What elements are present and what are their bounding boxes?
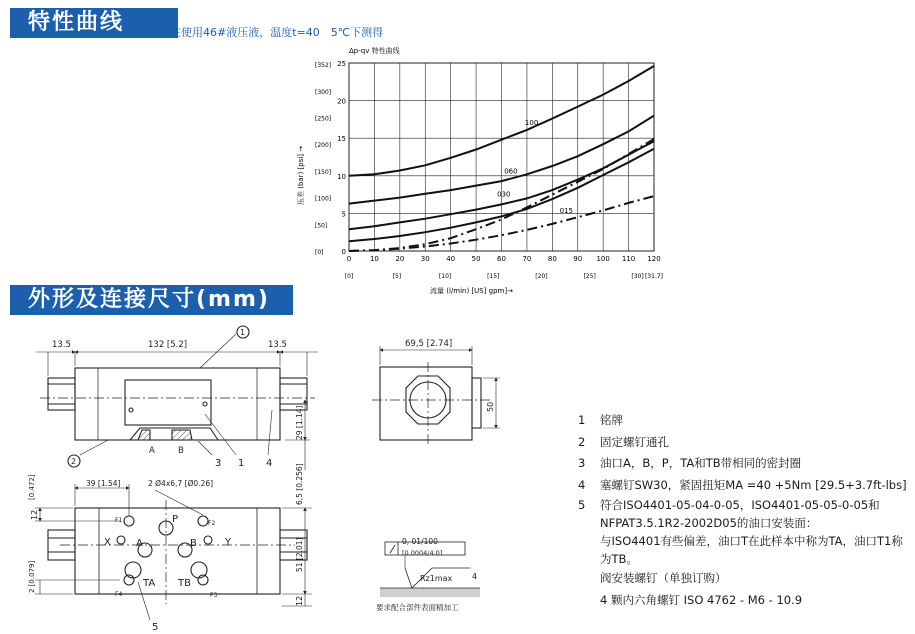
- legend-item: [578, 432, 908, 454]
- x-tick-label: 70: [522, 255, 532, 263]
- x-tick-label: 20: [395, 255, 405, 263]
- legend-number: 4: [578, 477, 586, 492]
- x-tick-label: 120: [647, 255, 661, 263]
- hole-f1: F1: [115, 517, 123, 524]
- dim-hole: 2 Ø4x6,7 [Ø0.26]: [148, 479, 214, 488]
- x-us-tick-label: [15]: [487, 273, 500, 280]
- y-psi-tick-label: [50]: [315, 222, 328, 230]
- legend-text: 油口A，B，P，TA和TB带相同的密封圈: [600, 456, 802, 470]
- callout-2: 2: [71, 457, 77, 466]
- y-tick-label: 0: [341, 248, 346, 256]
- legend-item: [578, 453, 908, 475]
- x-tick-label: 60: [497, 255, 506, 263]
- x-tick-label: 0: [346, 255, 352, 263]
- dim-69-5: 69,5 [2.74]: [405, 339, 453, 349]
- y-psi-tick-label: [100]: [315, 195, 332, 203]
- x-us-tick-label: [0]: [344, 273, 354, 280]
- section-title-curve: 特性曲线: [10, 8, 178, 38]
- x-us-tick-label: [25]: [583, 273, 596, 280]
- hole-f4: F4: [115, 591, 123, 598]
- legend-item: [578, 475, 908, 497]
- y-tick-label: 5: [341, 210, 346, 219]
- roughness-label: Rz1max: [420, 574, 453, 583]
- callout-1-top: 1: [240, 328, 246, 337]
- x-tick-label: 100: [596, 255, 610, 263]
- x-tick-label: 30: [420, 255, 430, 263]
- front-port-b: B: [178, 446, 184, 456]
- y-tick-label: 25: [337, 60, 346, 68]
- x-tick-label: 80: [547, 255, 557, 263]
- dim-39: 39 [1.54]: [86, 479, 121, 488]
- port-b: B: [190, 538, 197, 549]
- x-us-tick-label: [20]: [535, 273, 548, 280]
- y-tick-label: 20: [337, 97, 346, 106]
- legend-note-iso: 与ISO4401有些偏差，油口T在此样本中称为TA，油口T1称为TB。: [600, 534, 903, 566]
- series-label: 060: [504, 167, 518, 176]
- port-a: A: [136, 538, 143, 549]
- surface-note: 要求配合部件表面精加工: [376, 603, 459, 612]
- x-us-tick-label: [5]: [392, 273, 402, 280]
- y-psi-tick-label: [250]: [315, 115, 332, 123]
- legend-number: 1: [578, 413, 586, 427]
- y-psi-tick-label: [200]: [315, 142, 332, 150]
- port-x: X: [104, 537, 111, 548]
- legend-text: 符合ISO4401-05-04-0-05，ISO4401-05-05-0-05和NFPAT3.5.1R2-2002D05的油口安装面：: [600, 498, 880, 530]
- legend-text: 塞螺钉SW30，紧固扭矩MA =40 +5Nm [29.5+3.7ft-lbs]: [600, 477, 907, 492]
- x-us-tick-label: [31.7]: [644, 273, 664, 280]
- hole-f2: F2: [208, 520, 216, 527]
- flatness-value: 0, 01/100: [402, 537, 438, 546]
- x-us-tick-label: [10]: [438, 273, 452, 280]
- callout-3: 3: [215, 458, 222, 469]
- dim-2-0079: 2 [0.079]: [28, 560, 36, 593]
- series-label: 030: [497, 190, 511, 199]
- legend-item: [578, 496, 908, 532]
- legend-note-screw-spec: 4 颗内六角螺钉 ISO 4762 - M6 - 10.9: [600, 592, 803, 607]
- dim-12-bottom: 12: [295, 595, 304, 606]
- dim-29: 29 [1.14]: [295, 405, 304, 440]
- dim-0472: [0.472]: [28, 474, 36, 500]
- hole-f3: F3: [210, 592, 218, 599]
- flatness-imperial: [0.0004/4.0]: [402, 549, 443, 557]
- legend-text: 固定螺钉通孔: [600, 434, 669, 449]
- x-tick-label: 40: [446, 255, 456, 263]
- y-psi-tick-label: [300]: [315, 88, 332, 96]
- parts-legend: [578, 410, 908, 611]
- section-title-dimensions: 外形及连接尺寸(mm): [10, 285, 293, 315]
- legend-number: 2: [578, 434, 586, 449]
- port-tb: TB: [178, 578, 191, 589]
- dim-13-5-left: 13.5: [52, 340, 71, 350]
- legend-item: [578, 410, 908, 432]
- port-y: Y: [225, 537, 232, 548]
- y-tick-label: 15: [337, 135, 346, 144]
- x-tick-label: 10: [369, 255, 379, 263]
- front-port-a: A: [149, 446, 155, 456]
- legend-number: 5: [578, 498, 586, 512]
- side-view: [372, 346, 500, 445]
- y-psi-tick-label: [150]: [315, 168, 332, 176]
- dim-6-5: 6,5 [0.256]: [295, 463, 304, 505]
- legend-note-screws: 阀安装螺钉（单独订购）: [600, 571, 727, 585]
- y-tick-label: 10: [337, 172, 346, 181]
- dim-51: 51 [2.01]: [295, 537, 304, 572]
- x-axis-label: 流量 (l/min) [US] gpm]→: [430, 287, 513, 295]
- x-tick-label: 90: [573, 255, 583, 263]
- roughness-value: 4: [472, 572, 478, 581]
- dim-13-5-right: 13.5: [268, 340, 287, 350]
- dim-12-top: 12: [30, 509, 39, 520]
- chart-title: Δp-qv 特性曲线: [349, 47, 400, 55]
- legend-number: 3: [578, 456, 586, 470]
- x-us-tick-label: [30]: [631, 273, 644, 280]
- dim-50: 50: [486, 401, 495, 412]
- y-psi-tick-label: [0]: [315, 249, 324, 256]
- test-condition-note: 在使用46#液压液，温度t=40 5℃下测得: [170, 26, 384, 39]
- series-label: 100: [524, 118, 539, 127]
- port-p: P: [172, 514, 179, 525]
- port-ta: TA: [143, 578, 156, 589]
- callout-5: 5: [152, 622, 159, 633]
- x-tick-label: 50: [471, 255, 481, 263]
- callout-4: 4: [266, 458, 273, 469]
- y-psi-tick-label: [352]: [315, 62, 332, 70]
- x-tick-label: 110: [621, 255, 636, 263]
- callout-1: 1: [238, 458, 245, 469]
- legend-text: 铭牌: [600, 413, 623, 427]
- y-axis-label: 压差 (bar) [psi] →: [297, 145, 305, 205]
- series-label: 015: [559, 207, 573, 216]
- dim-132: 132 [5.2]: [148, 340, 188, 350]
- bottom-view: [35, 484, 312, 620]
